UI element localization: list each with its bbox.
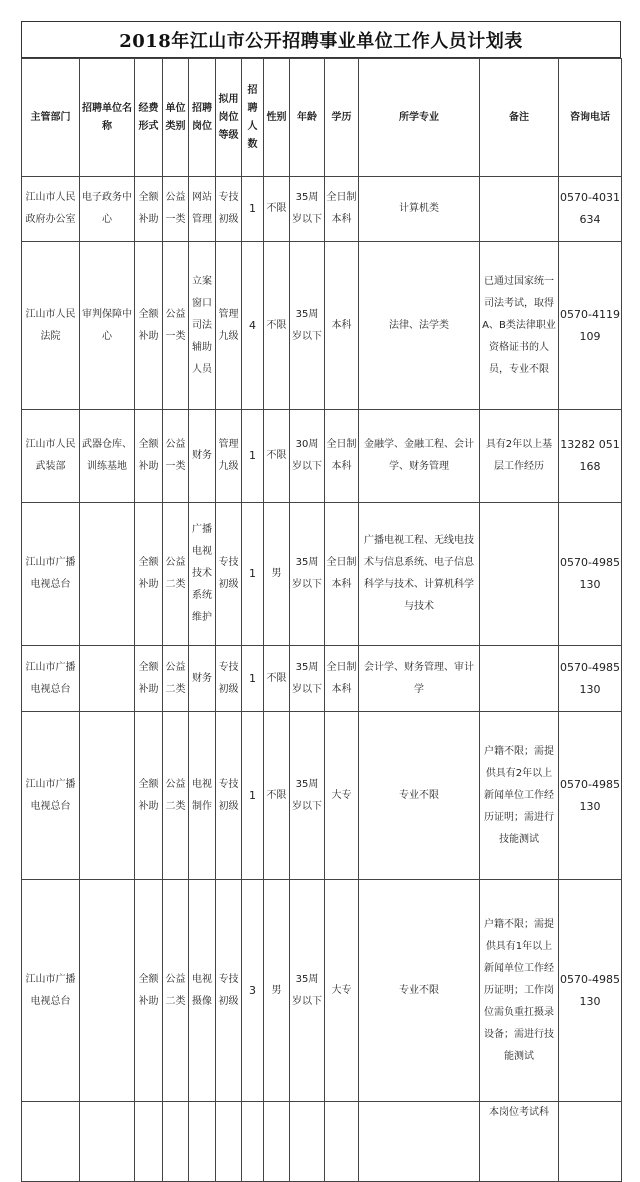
category-cell xyxy=(163,1102,189,1182)
major-cell: 专业不限 xyxy=(359,712,480,880)
position-cell: 网站管理 xyxy=(189,177,216,242)
education-cell: 全日制本科 xyxy=(325,410,359,503)
dept-cell: 江山市人民法院 xyxy=(22,242,80,410)
education-cell: 全日制本科 xyxy=(325,646,359,712)
header-cell: 经费形式 xyxy=(135,59,163,177)
header-cell: 招聘单位名称 xyxy=(80,59,135,177)
table-row xyxy=(22,242,622,410)
education-cell: 大专 xyxy=(325,880,359,1102)
phone-cell: 13282 051168 xyxy=(559,410,622,503)
header-cell: 学历 xyxy=(325,59,359,177)
dept-cell: 江山市广播电视总台 xyxy=(22,880,80,1102)
dept-cell: 江山市广播电视总台 xyxy=(22,503,80,646)
level-cell xyxy=(216,1102,242,1182)
dept-cell: 江山市广播电视总台 xyxy=(22,712,80,880)
count-cell: 1 xyxy=(242,177,264,242)
header-cell: 单位类别 xyxy=(163,59,189,177)
education-cell: 大专 xyxy=(325,712,359,880)
age-cell xyxy=(290,1102,325,1182)
level-cell: 管理九级 xyxy=(216,242,242,410)
phone-cell: 0570-4985130 xyxy=(559,646,622,712)
funding-cell: 全额补助 xyxy=(135,712,163,880)
title-box xyxy=(21,21,621,58)
gender-cell xyxy=(264,1102,290,1182)
table-row xyxy=(22,1102,622,1182)
count-cell: 4 xyxy=(242,242,264,410)
age-cell: 35周岁以下 xyxy=(290,712,325,880)
dept-cell: 江山市广播电视总台 xyxy=(22,646,80,712)
dept-cell: 江山市人民政府办公室 xyxy=(22,177,80,242)
table-row xyxy=(22,880,622,1102)
header-cell: 性别 xyxy=(264,59,290,177)
remarks-cell: 户籍不限；需提供具有1年以上新闻单位工作经历证明；工作岗位需负重扛摄录设备；需进行技能测试 xyxy=(480,880,559,1102)
category-cell: 公益二类 xyxy=(163,880,189,1102)
category-cell: 公益一类 xyxy=(163,177,189,242)
major-cell: 法律、法学类 xyxy=(359,242,480,410)
funding-cell: 全额补助 xyxy=(135,410,163,503)
gender-cell: 不限 xyxy=(264,646,290,712)
major-cell xyxy=(359,1102,480,1182)
age-cell: 30周岁以下 xyxy=(290,410,325,503)
education-cell: 全日制本科 xyxy=(325,177,359,242)
position-cell: 广播电视技术系统维护 xyxy=(189,503,216,646)
position-cell: 电视制作 xyxy=(189,712,216,880)
funding-cell: 全额补助 xyxy=(135,242,163,410)
table-row xyxy=(22,712,622,880)
level-cell: 专技初级 xyxy=(216,880,242,1102)
category-cell: 公益一类 xyxy=(163,410,189,503)
page-title: 2018年江山市公开招聘事业单位工作人员计划表 xyxy=(119,30,523,52)
category-cell: 公益二类 xyxy=(163,646,189,712)
gender-cell: 不限 xyxy=(264,242,290,410)
level-cell: 管理九级 xyxy=(216,410,242,503)
header-cell: 备注 xyxy=(480,59,559,177)
table-row xyxy=(22,177,622,242)
header-cell: 招聘人数 xyxy=(242,59,264,177)
funding-cell xyxy=(135,1102,163,1182)
level-cell: 专技初级 xyxy=(216,503,242,646)
unit-cell: 审判保障中心 xyxy=(80,242,135,410)
remarks-cell xyxy=(480,503,559,646)
dept-cell: 江山市人民武装部 xyxy=(22,410,80,503)
unit-cell: 电子政务中心 xyxy=(80,177,135,242)
unit-cell xyxy=(80,712,135,880)
table-row xyxy=(22,503,622,646)
remarks-cell: 具有2年以上基层工作经历 xyxy=(480,410,559,503)
age-cell: 35周岁以下 xyxy=(290,503,325,646)
count-cell: 1 xyxy=(242,712,264,880)
phone-cell xyxy=(559,1102,622,1182)
remarks-cell: 已通过国家统一司法考试，取得A、B类法律职业资格证书的人员，专业不限 xyxy=(480,242,559,410)
category-cell: 公益二类 xyxy=(163,712,189,880)
age-cell: 35周岁以下 xyxy=(290,177,325,242)
dept-cell xyxy=(22,1102,80,1182)
phone-cell: 0570-4985130 xyxy=(559,712,622,880)
header-cell: 招聘岗位 xyxy=(189,59,216,177)
header-cell: 所学专业 xyxy=(359,59,480,177)
table-row xyxy=(22,410,622,503)
age-cell: 35周岁以下 xyxy=(290,646,325,712)
position-cell: 财务 xyxy=(189,646,216,712)
count-cell: 1 xyxy=(242,646,264,712)
education-cell: 全日制本科 xyxy=(325,503,359,646)
remarks-cell: 本岗位考试科 xyxy=(480,1102,559,1182)
funding-cell: 全额补助 xyxy=(135,177,163,242)
level-cell: 专技初级 xyxy=(216,646,242,712)
header-cell: 拟用岗位等级 xyxy=(216,59,242,177)
count-cell: 1 xyxy=(242,503,264,646)
category-cell: 公益一类 xyxy=(163,242,189,410)
funding-cell: 全额补助 xyxy=(135,880,163,1102)
major-cell: 会计学、财务管理、审计学 xyxy=(359,646,480,712)
gender-cell: 不限 xyxy=(264,410,290,503)
count-cell: 1 xyxy=(242,410,264,503)
gender-cell: 不限 xyxy=(264,177,290,242)
education-cell: 本科 xyxy=(325,242,359,410)
recruitment-plan-sheet xyxy=(21,21,621,1182)
position-cell xyxy=(189,1102,216,1182)
remarks-cell xyxy=(480,177,559,242)
header-cell: 年龄 xyxy=(290,59,325,177)
table-row xyxy=(22,646,622,712)
remarks-cell: 户籍不限；需提供具有2年以上新闻单位工作经历证明；需进行技能测试 xyxy=(480,712,559,880)
unit-cell xyxy=(80,1102,135,1182)
age-cell: 35周岁以下 xyxy=(290,880,325,1102)
header-row xyxy=(22,59,622,177)
phone-cell: 0570-4985130 xyxy=(559,880,622,1102)
major-cell: 计算机类 xyxy=(359,177,480,242)
remarks-cell xyxy=(480,646,559,712)
unit-cell xyxy=(80,503,135,646)
unit-cell: 武器仓库、训练基地 xyxy=(80,410,135,503)
position-cell: 财务 xyxy=(189,410,216,503)
phone-cell: 0570-4119109 xyxy=(559,242,622,410)
phone-cell: 0570-4985130 xyxy=(559,503,622,646)
position-cell: 电视摄像 xyxy=(189,880,216,1102)
gender-cell: 男 xyxy=(264,880,290,1102)
header-cell: 咨询电话 xyxy=(559,59,622,177)
funding-cell: 全额补助 xyxy=(135,646,163,712)
unit-cell xyxy=(80,880,135,1102)
major-cell: 金融学、金融工程、会计学、财务管理 xyxy=(359,410,480,503)
gender-cell: 不限 xyxy=(264,712,290,880)
unit-cell xyxy=(80,646,135,712)
count-cell: 3 xyxy=(242,880,264,1102)
category-cell: 公益二类 xyxy=(163,503,189,646)
count-cell xyxy=(242,1102,264,1182)
age-cell: 35周岁以下 xyxy=(290,242,325,410)
major-cell: 广播电视工程、无线电技术与信息系统、电子信息科学与技术、计算机科学与技术 xyxy=(359,503,480,646)
education-cell xyxy=(325,1102,359,1182)
major-cell: 专业不限 xyxy=(359,880,480,1102)
phone-cell: 0570-4031634 xyxy=(559,177,622,242)
header-cell: 主管部门 xyxy=(22,59,80,177)
level-cell: 专技初级 xyxy=(216,177,242,242)
recruitment-table xyxy=(21,58,622,1182)
gender-cell: 男 xyxy=(264,503,290,646)
position-cell: 立案窗口司法辅助人员 xyxy=(189,242,216,410)
level-cell: 专技初级 xyxy=(216,712,242,880)
funding-cell: 全额补助 xyxy=(135,503,163,646)
